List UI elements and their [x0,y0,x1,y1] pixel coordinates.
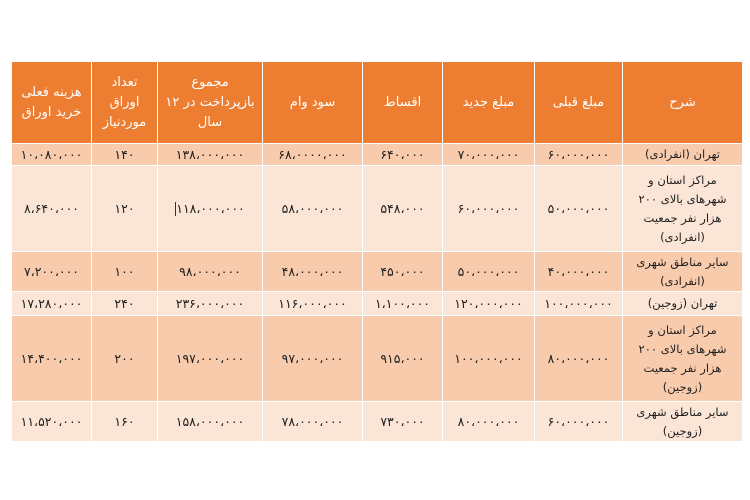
cell-previous-amount: ۱۰۰،۰۰۰،۰۰۰ [535,292,623,316]
cell-installments: ۹۱۵،۰۰۰ [363,316,443,402]
cell-total-repayment: ۱۳۸،۰۰۰،۰۰۰ [158,144,263,166]
header-total-repayment: مجموع بازپرداخت در ۱۲ سال [158,62,263,144]
cell-installments: ۵۴۸،۰۰۰ [363,166,443,252]
table-row [12,166,743,252]
cell-previous-amount: ۸۰،۰۰۰،۰۰۰ [535,316,623,402]
table-row [12,402,743,442]
cell-previous-amount: ۶۰،۰۰۰،۰۰۰ [535,144,623,166]
cell-bond-cost: ۱۴،۴۰۰،۰۰۰ [12,316,92,402]
cell-description: مراکز استان و شهرهای بالای ۲۰۰ هزار نفر جمعیت (انفرادی) [623,166,743,252]
header-bonds-needed: تعداد اوراق موردنیاز [92,62,158,144]
cell-description: مراکز استان و شهرهای بالای ۲۰۰ هزار نفر جمعیت (زوجین) [623,316,743,402]
cell-bonds-needed: ۱۶۰ [92,402,158,442]
table-row [12,316,743,402]
cell-installments: ۷۳۰،۰۰۰ [363,402,443,442]
cell-installments: ۴۵۰،۰۰۰ [363,252,443,292]
table-row [12,252,743,292]
cell-total-repayment: ۲۳۶،۰۰۰،۰۰۰ [158,292,263,316]
table-row [12,292,743,316]
header-description: شرح [623,62,743,144]
cell-previous-amount: ۵۰،۰۰۰،۰۰۰ [535,166,623,252]
header-loan-interest: سود وام [263,62,363,144]
cell-bonds-needed: ۱۰۰ [92,252,158,292]
cell-bonds-needed: ۱۴۰ [92,144,158,166]
cell-bond-cost: ۸،۶۴۰،۰۰۰ [12,166,92,252]
cell-bonds-needed: ۲۴۰ [92,292,158,316]
cell-total-repayment: ۹۸،۰۰۰،۰۰۰ [158,252,263,292]
header-previous-amount: مبلغ قبلی [535,62,623,144]
cell-loan-interest: ۹۷،۰۰۰،۰۰۰ [263,316,363,402]
cell-bond-cost: ۱۷،۲۸۰،۰۰۰ [12,292,92,316]
cell-new-amount: ۱۰۰،۰۰۰،۰۰۰ [443,316,535,402]
header-installments: اقساط [363,62,443,144]
cell-bonds-needed: ۲۰۰ [92,316,158,402]
loan-comparison-table [11,61,743,442]
table-row [12,144,743,166]
header-bond-cost: هزینه فعلی خرید اوراق [12,62,92,144]
cell-description: سایر مناطق شهری (انفرادی) [623,252,743,292]
cell-description: تهران (زوجین) [623,292,743,316]
cell-loan-interest: ۱۱۶،۰۰۰،۰۰۰ [263,292,363,316]
cell-previous-amount: ۴۰،۰۰۰،۰۰۰ [535,252,623,292]
cell-description: تهران (انفرادی) [623,144,743,166]
cell-loan-interest: ۴۸،۰۰۰،۰۰۰ [263,252,363,292]
cell-bond-cost: ۱۱،۵۲۰،۰۰۰ [12,402,92,442]
cell-new-amount: ۱۲۰،۰۰۰،۰۰۰ [443,292,535,316]
header-row [12,62,743,144]
cell-bond-cost: ۱۰،۰۸۰،۰۰۰ [12,144,92,166]
cell-total-repayment [158,166,263,252]
cell-total-repayment: ۱۹۷،۰۰۰،۰۰۰ [158,316,263,402]
cell-new-amount: ۶۰،۰۰۰،۰۰۰ [443,166,535,252]
cell-loan-interest: ۶۸،۰۰۰۰،۰۰۰ [263,144,363,166]
header-new-amount: مبلغ جدید [443,62,535,144]
cell-total-repayment: ۱۵۸،۰۰۰،۰۰۰ [158,402,263,442]
cell-previous-amount: ۶۰،۰۰۰،۰۰۰ [535,402,623,442]
cell-installments: ۶۴۰،۰۰۰ [363,144,443,166]
cell-new-amount: ۵۰،۰۰۰،۰۰۰ [443,252,535,292]
cell-total-repayment-text: ۱۱۸،۰۰۰،۰۰۰ [176,200,245,216]
cell-bonds-needed: ۱۲۰ [92,166,158,252]
cell-new-amount: ۷۰،۰۰۰،۰۰۰ [443,144,535,166]
cell-description: سایر مناطق شهری (زوجین) [623,402,743,442]
cell-bond-cost: ۷،۲۰۰،۰۰۰ [12,252,92,292]
cell-installments: ۱،۱۰۰،۰۰۰ [363,292,443,316]
cell-loan-interest: ۵۸،۰۰۰،۰۰۰ [263,166,363,252]
cell-loan-interest: ۷۸،۰۰۰،۰۰۰ [263,402,363,442]
cell-new-amount: ۸۰،۰۰۰،۰۰۰ [443,402,535,442]
